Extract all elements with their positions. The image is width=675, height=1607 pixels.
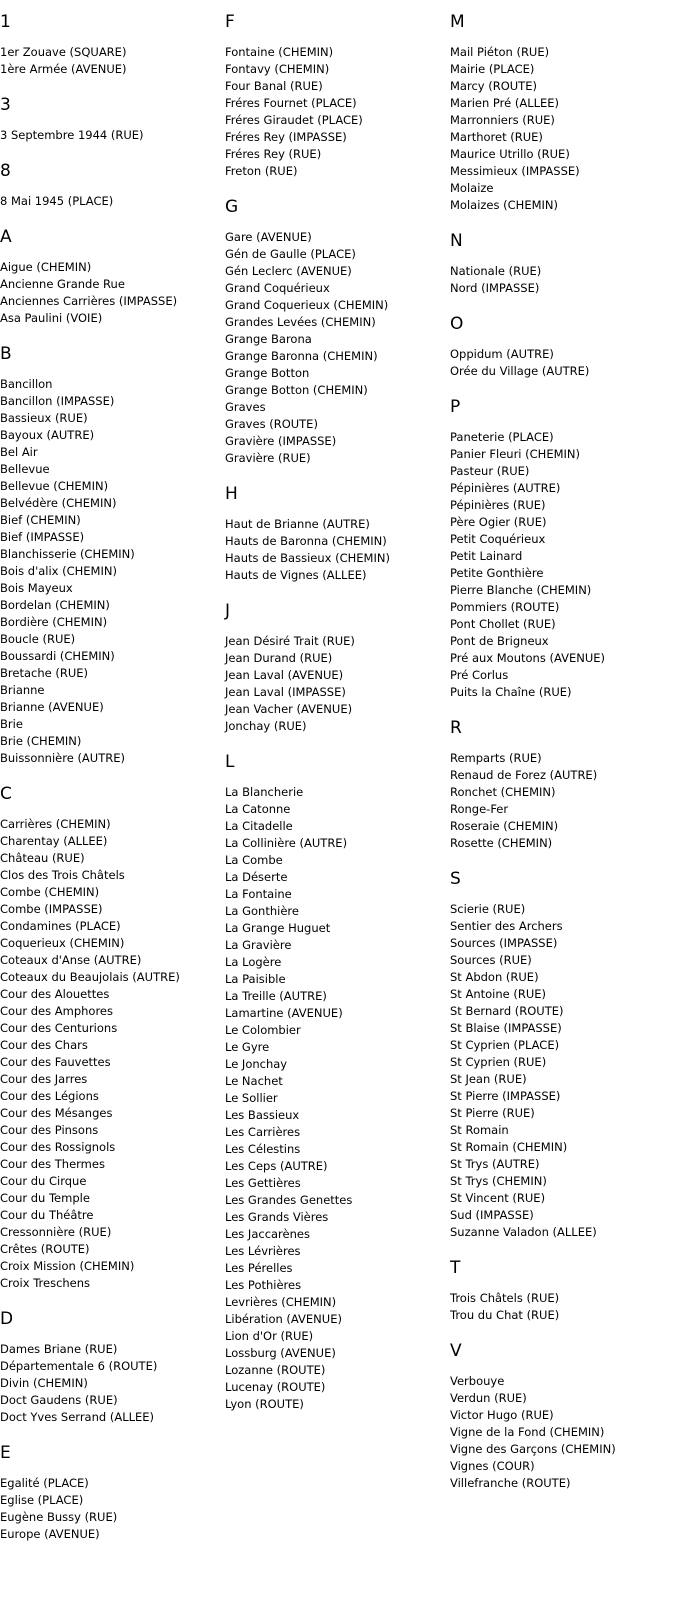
- street-item[interactable]: Coteaux du Beaujolais (AUTRE): [0, 970, 180, 984]
- street-item[interactable]: Marthoret (RUE): [450, 130, 543, 144]
- street-item[interactable]: Gén de Gaulle (PLACE): [225, 247, 356, 261]
- street-item[interactable]: Brianne (AVENUE): [0, 700, 104, 714]
- street-item[interactable]: Mail Piéton (RUE): [450, 45, 550, 59]
- street-list: [0, 816, 215, 1292]
- letter-heading: E: [0, 1443, 11, 1463]
- street-item[interactable]: Doct Yves Serrand (ALLEE): [0, 1410, 155, 1424]
- street-item[interactable]: Croix Treschens: [0, 1276, 91, 1290]
- street-item[interactable]: Carrières (CHEMIN): [0, 817, 111, 831]
- street-item[interactable]: Petit Lainard: [450, 549, 523, 563]
- street-item[interactable]: Gare (AVENUE): [225, 230, 312, 244]
- street-list: [225, 633, 440, 735]
- street-item[interactable]: Bordelan (CHEMIN): [0, 598, 110, 612]
- street-item[interactable]: Eugène Bussy (RUE): [0, 1510, 118, 1524]
- street-item[interactable]: Cour des Jarres: [0, 1072, 88, 1086]
- street-item[interactable]: Cour du Théâtre: [0, 1208, 94, 1222]
- street-item[interactable]: Pommiers (ROUTE): [450, 600, 560, 614]
- street-list: [450, 901, 675, 1241]
- letter-heading: O: [450, 314, 464, 334]
- street-item[interactable]: Jean Vacher (AVENUE): [225, 702, 353, 716]
- street-item[interactable]: Pépinières (RUE): [450, 498, 546, 512]
- street-item[interactable]: La Gravière: [225, 938, 292, 952]
- letter-heading: 1: [0, 12, 11, 32]
- street-item[interactable]: Puits la Chaîne (RUE): [450, 685, 572, 699]
- street-item[interactable]: Cour des Rossignols: [0, 1140, 116, 1154]
- letter-group: [0, 12, 215, 78]
- letter-heading: G: [225, 197, 239, 217]
- street-item[interactable]: Les Ceps (AUTRE): [225, 1159, 328, 1173]
- street-item[interactable]: La Combe: [225, 853, 283, 867]
- street-item[interactable]: Combe (CHEMIN): [0, 885, 100, 899]
- street-item[interactable]: Pont de Brigneux: [450, 634, 549, 648]
- street-item[interactable]: Mairie (PLACE): [450, 62, 535, 76]
- street-item[interactable]: Bel Air: [0, 445, 38, 459]
- letter-group: [450, 869, 675, 1241]
- street-item[interactable]: Molaize: [450, 181, 494, 195]
- street-item[interactable]: Trou du Chat (RUE): [450, 1308, 560, 1322]
- street-item[interactable]: Grand Coquérieux: [225, 281, 330, 295]
- street-item[interactable]: La Catonne: [225, 802, 291, 816]
- letter-group: [450, 1341, 675, 1492]
- letter-group: [450, 718, 675, 852]
- street-item[interactable]: Brie: [0, 717, 23, 731]
- street-item[interactable]: Europe (AVENUE): [0, 1527, 100, 1541]
- street-item[interactable]: Fontavy (CHEMIN): [225, 62, 330, 76]
- street-item[interactable]: Remparts (RUE): [450, 751, 542, 765]
- street-item[interactable]: Freton (RUE): [225, 164, 298, 178]
- street-item[interactable]: Renaud de Forez (AUTRE): [450, 768, 598, 782]
- street-item[interactable]: Le Colombier: [225, 1023, 301, 1037]
- street-item[interactable]: Cour des Mésanges: [0, 1106, 113, 1120]
- street-item[interactable]: Fréres Rey (IMPASSE): [225, 130, 347, 144]
- street-item[interactable]: Cour du Cirque: [0, 1174, 87, 1188]
- street-item[interactable]: Les Carrières: [225, 1125, 301, 1139]
- street-item[interactable]: Bief (IMPASSE): [0, 530, 85, 544]
- street-item[interactable]: Lossburg (AVENUE): [225, 1346, 336, 1360]
- street-item[interactable]: St Bernard (ROUTE): [450, 1004, 564, 1018]
- street-item[interactable]: 3 Septembre 1944 (RUE): [0, 128, 144, 142]
- letter-group: [0, 344, 215, 767]
- street-item[interactable]: St Trys (CHEMIN): [450, 1174, 547, 1188]
- street-item[interactable]: Villefranche (ROUTE): [450, 1476, 571, 1490]
- street-item[interactable]: Bassieux (RUE): [0, 411, 88, 425]
- street-item[interactable]: Asa Paulini (VOIE): [0, 311, 103, 325]
- street-list: [0, 259, 215, 327]
- street-item[interactable]: La Citadelle: [225, 819, 293, 833]
- street-item[interactable]: Grange Botton (CHEMIN): [225, 383, 368, 397]
- street-item[interactable]: Nord (IMPASSE): [450, 281, 540, 295]
- street-item[interactable]: Blanchisserie (CHEMIN): [0, 547, 135, 561]
- street-item[interactable]: Victor Hugo (RUE): [450, 1408, 554, 1422]
- street-item[interactable]: Bayoux (AUTRE): [0, 428, 95, 442]
- street-item[interactable]: Buissonnière (AUTRE): [0, 751, 125, 765]
- street-item[interactable]: Aigue (CHEMIN): [0, 260, 92, 274]
- street-item[interactable]: Pont Chollet (RUE): [450, 617, 556, 631]
- letter-heading: V: [450, 1341, 462, 1361]
- street-item[interactable]: Hauts de Baronna (CHEMIN): [225, 534, 387, 548]
- street-item[interactable]: St Cyprien (PLACE): [450, 1038, 560, 1052]
- street-item[interactable]: Gravière (IMPASSE): [225, 434, 337, 448]
- street-item[interactable]: Vigne des Garçons (CHEMIN): [450, 1442, 616, 1456]
- street-item[interactable]: Le Sollier: [225, 1091, 278, 1105]
- letter-heading: 8: [0, 161, 11, 181]
- street-item[interactable]: Messimieux (IMPASSE): [450, 164, 580, 178]
- column-1: [0, 12, 215, 1560]
- street-item[interactable]: La Collinière (AUTRE): [225, 836, 348, 850]
- street-item[interactable]: St Pierre (RUE): [450, 1106, 535, 1120]
- street-item[interactable]: Roseraie (CHEMIN): [450, 819, 559, 833]
- street-item[interactable]: St Pierre (IMPASSE): [450, 1089, 561, 1103]
- street-item[interactable]: Ronge-Fer: [450, 802, 509, 816]
- street-item[interactable]: Bellevue (CHEMIN): [0, 479, 109, 493]
- street-item[interactable]: Ronchet (CHEMIN): [450, 785, 556, 799]
- street-item[interactable]: 1ère Armée (AVENUE): [0, 62, 127, 76]
- street-item[interactable]: La Blancherie: [225, 785, 304, 799]
- street-item[interactable]: Les Célestins: [225, 1142, 301, 1156]
- street-item[interactable]: La Logère: [225, 955, 282, 969]
- street-item[interactable]: Les Jaccarènes: [225, 1227, 310, 1241]
- street-item[interactable]: Coteaux d'Anse (AUTRE): [0, 953, 142, 967]
- letter-group: [450, 397, 675, 701]
- street-item[interactable]: Verdun (RUE): [450, 1391, 527, 1405]
- street-item[interactable]: Fréres Rey (RUE): [225, 147, 322, 161]
- letter-group: [0, 95, 215, 144]
- street-item[interactable]: 8 Mai 1945 (PLACE): [0, 194, 114, 208]
- street-item[interactable]: La Paisible: [225, 972, 286, 986]
- street-item[interactable]: Le Jonchay: [225, 1057, 288, 1071]
- street-item[interactable]: St Abdon (RUE): [450, 970, 539, 984]
- letter-heading: C: [0, 784, 12, 804]
- street-list: [0, 376, 215, 767]
- letter-group: [225, 601, 440, 735]
- street-list: [225, 229, 440, 467]
- street-item[interactable]: Fréres Giraudet (PLACE): [225, 113, 363, 127]
- column-2: [225, 12, 440, 1430]
- street-item[interactable]: Pré aux Moutons (AVENUE): [450, 651, 605, 665]
- letter-heading: B: [0, 344, 12, 364]
- street-item[interactable]: Bancillon (IMPASSE): [0, 394, 115, 408]
- street-list: [225, 44, 440, 180]
- street-item[interactable]: Marien Pré (ALLEE): [450, 96, 560, 110]
- street-item[interactable]: Gén Leclerc (AVENUE): [225, 264, 352, 278]
- street-list: [0, 193, 215, 210]
- street-list: [0, 1475, 215, 1543]
- street-item[interactable]: Paneterie (PLACE): [450, 430, 554, 444]
- street-list: [450, 750, 675, 852]
- street-item[interactable]: Marronniers (RUE): [450, 113, 555, 127]
- street-item[interactable]: La Treille (AUTRE): [225, 989, 327, 1003]
- letter-group: [225, 484, 440, 584]
- street-item[interactable]: La Fontaine: [225, 887, 292, 901]
- street-item[interactable]: Les Lévrières: [225, 1244, 301, 1258]
- street-item[interactable]: Marcy (ROUTE): [450, 79, 537, 93]
- street-list: [225, 784, 440, 1413]
- street-item[interactable]: Pasteur (RUE): [450, 464, 530, 478]
- street-item[interactable]: Trois Châtels (RUE): [450, 1291, 560, 1305]
- street-item[interactable]: Ancienne Grande Rue: [0, 277, 125, 291]
- street-item[interactable]: Bellevue: [0, 462, 50, 476]
- street-item[interactable]: St Romain: [450, 1123, 509, 1137]
- street-item[interactable]: Pierre Blanche (CHEMIN): [450, 583, 592, 597]
- street-item[interactable]: Scierie (RUE): [450, 902, 526, 916]
- street-item[interactable]: Les Grandes Genettes: [225, 1193, 353, 1207]
- street-item[interactable]: Bordière (CHEMIN): [0, 615, 108, 629]
- street-item[interactable]: Jean Désiré Trait (RUE): [225, 634, 355, 648]
- street-item[interactable]: Nationale (RUE): [450, 264, 542, 278]
- street-item[interactable]: Vignes (COUR): [450, 1459, 535, 1473]
- street-item[interactable]: Les Grands Vières: [225, 1210, 329, 1224]
- street-item[interactable]: Jean Durand (RUE): [225, 651, 333, 665]
- street-item[interactable]: Cour des Légions: [0, 1089, 99, 1103]
- street-item[interactable]: Sud (IMPASSE): [450, 1208, 534, 1222]
- street-item[interactable]: Grange Baronna (CHEMIN): [225, 349, 378, 363]
- street-item[interactable]: Cour des Pinsons: [0, 1123, 99, 1137]
- letter-heading: S: [450, 869, 461, 889]
- street-item[interactable]: Graves (ROUTE): [225, 417, 318, 431]
- street-item[interactable]: Cour des Thermes: [0, 1157, 105, 1171]
- street-item[interactable]: La Grange Huguet: [225, 921, 331, 935]
- street-item[interactable]: Cour du Temple: [0, 1191, 90, 1205]
- street-item[interactable]: Pépinières (AUTRE): [450, 481, 561, 495]
- street-item[interactable]: Le Gyre: [225, 1040, 270, 1054]
- street-item[interactable]: 1er Zouave (SQUARE): [0, 45, 127, 59]
- street-item[interactable]: Sentier des Archers: [450, 919, 563, 933]
- street-item[interactable]: Les Bassieux: [225, 1108, 300, 1122]
- street-item[interactable]: Lozanne (ROUTE): [225, 1363, 326, 1377]
- street-item[interactable]: Dames Briane (RUE): [0, 1342, 118, 1356]
- street-list: [450, 346, 675, 380]
- street-item[interactable]: Pré Corlus: [450, 668, 509, 682]
- street-item[interactable]: Grandes Levées (CHEMIN): [225, 315, 376, 329]
- street-item[interactable]: Suzanne Valadon (ALLEE): [450, 1225, 597, 1239]
- street-item[interactable]: Cour des Alouettes: [0, 987, 110, 1001]
- street-list: [450, 1373, 675, 1492]
- street-item[interactable]: Cour des Chars: [0, 1038, 88, 1052]
- street-item[interactable]: St Vincent (RUE): [450, 1191, 546, 1205]
- street-item[interactable]: Grand Coquerieux (CHEMIN): [225, 298, 389, 312]
- street-list: [0, 127, 215, 144]
- street-item[interactable]: Clos des Trois Châtels: [0, 868, 125, 882]
- street-item[interactable]: Château (RUE): [0, 851, 85, 865]
- street-item[interactable]: Père Ogier (RUE): [450, 515, 547, 529]
- street-item[interactable]: Jean Laval (AVENUE): [225, 668, 344, 682]
- letter-group: [450, 314, 675, 380]
- letter-group: [0, 161, 215, 210]
- letter-group: [0, 1443, 215, 1543]
- street-item[interactable]: Croix Mission (CHEMIN): [0, 1259, 135, 1273]
- street-item[interactable]: Fontaine (CHEMIN): [225, 45, 334, 59]
- street-item[interactable]: Cressonnière (RUE): [0, 1225, 112, 1239]
- letter-group: [0, 227, 215, 327]
- street-item[interactable]: Brianne: [0, 683, 45, 697]
- street-item[interactable]: Charentay (ALLEE): [0, 834, 108, 848]
- letter-heading: T: [450, 1258, 461, 1278]
- street-list: [225, 516, 440, 584]
- street-item[interactable]: Combe (IMPASSE): [0, 902, 103, 916]
- street-item[interactable]: Belvédère (CHEMIN): [0, 496, 117, 510]
- street-item[interactable]: Libération (AVENUE): [225, 1312, 342, 1326]
- street-item[interactable]: Sources (RUE): [450, 953, 532, 967]
- street-item[interactable]: Jean Laval (IMPASSE): [225, 685, 346, 699]
- street-item[interactable]: Lucenay (ROUTE): [225, 1380, 326, 1394]
- street-list: [450, 1290, 675, 1324]
- street-item[interactable]: Coquerieux (CHEMIN): [0, 936, 125, 950]
- street-item[interactable]: Orée du Village (AUTRE): [450, 364, 590, 378]
- street-item[interactable]: Molaizes (CHEMIN): [450, 198, 558, 212]
- street-item[interactable]: La Déserte: [225, 870, 288, 884]
- street-item[interactable]: Eglise (PLACE): [0, 1493, 84, 1507]
- street-item[interactable]: Sources (IMPASSE): [450, 936, 558, 950]
- letter-heading: A: [0, 227, 12, 247]
- street-item[interactable]: Haut de Brianne (AUTRE): [225, 517, 370, 531]
- street-item[interactable]: Bois Mayeux: [0, 581, 73, 595]
- street-item[interactable]: Petite Gonthière: [450, 566, 544, 580]
- street-item[interactable]: Hauts de Bassieux (CHEMIN): [225, 551, 390, 565]
- letter-heading: P: [450, 397, 461, 417]
- street-item[interactable]: Cour des Amphores: [0, 1004, 113, 1018]
- street-item[interactable]: Fréres Fournet (PLACE): [225, 96, 357, 110]
- street-item[interactable]: Le Nachet: [225, 1074, 283, 1088]
- street-item[interactable]: Gravière (RUE): [225, 451, 311, 465]
- street-list: [0, 44, 215, 78]
- street-list: [450, 429, 675, 701]
- street-item[interactable]: Doct Gaudens (RUE): [0, 1393, 118, 1407]
- street-item[interactable]: Boucle (RUE): [0, 632, 76, 646]
- street-item[interactable]: Verbouye: [450, 1374, 505, 1388]
- street-item[interactable]: Les Gettières: [225, 1176, 301, 1190]
- street-item[interactable]: St Trys (AUTRE): [450, 1157, 540, 1171]
- street-item[interactable]: La Gonthière: [225, 904, 299, 918]
- street-item[interactable]: Jonchay (RUE): [225, 719, 307, 733]
- street-item[interactable]: St Romain (CHEMIN): [450, 1140, 568, 1154]
- street-item[interactable]: Anciennes Carrières (IMPASSE): [0, 294, 178, 308]
- letter-heading: F: [225, 12, 235, 32]
- street-item[interactable]: Crêtes (ROUTE): [0, 1242, 90, 1256]
- street-item[interactable]: Rosette (CHEMIN): [450, 836, 553, 850]
- street-item[interactable]: Départementale 6 (ROUTE): [0, 1359, 158, 1373]
- street-item[interactable]: Levrières (CHEMIN): [225, 1295, 337, 1309]
- letter-heading: N: [450, 231, 463, 251]
- letter-heading: H: [225, 484, 238, 504]
- letter-heading: R: [450, 718, 462, 738]
- street-list: [450, 44, 675, 214]
- street-item[interactable]: Boussardi (CHEMIN): [0, 649, 115, 663]
- street-item[interactable]: Graves: [225, 400, 266, 414]
- street-item[interactable]: Cour des Fauvettes: [0, 1055, 111, 1069]
- street-item[interactable]: Lion d'Or (RUE): [225, 1329, 314, 1343]
- letter-group: [0, 784, 215, 1292]
- street-item[interactable]: Vigne de la Fond (CHEMIN): [450, 1425, 605, 1439]
- column-3: [450, 12, 675, 1509]
- street-item[interactable]: Oppidum (AUTRE): [450, 347, 554, 361]
- street-item[interactable]: Maurice Utrillo (RUE): [450, 147, 570, 161]
- letter-heading: D: [0, 1309, 14, 1329]
- letter-heading: L: [225, 752, 235, 772]
- letter-group: [225, 12, 440, 180]
- street-item[interactable]: Four Banal (RUE): [225, 79, 323, 93]
- letter-group: [225, 752, 440, 1413]
- letter-group: [450, 231, 675, 297]
- street-item[interactable]: Panier Fleuri (CHEMIN): [450, 447, 580, 461]
- street-item[interactable]: Lamartine (AVENUE): [225, 1006, 343, 1020]
- letter-group: [450, 12, 675, 214]
- street-list: [0, 1341, 215, 1426]
- street-item[interactable]: Egalité (PLACE): [0, 1476, 89, 1490]
- street-item[interactable]: Bancillon: [0, 377, 53, 391]
- street-item[interactable]: Hauts de Vignes (ALLEE): [225, 568, 367, 582]
- street-item[interactable]: Grange Botton: [225, 366, 310, 380]
- street-item[interactable]: Divin (CHEMIN): [0, 1376, 88, 1390]
- street-item[interactable]: Les Pothières: [225, 1278, 302, 1292]
- letter-group: [225, 197, 440, 467]
- street-item[interactable]: Grange Barona: [225, 332, 312, 346]
- letter-group: [450, 1258, 675, 1324]
- street-item[interactable]: Petit Coquérieux: [450, 532, 546, 546]
- street-item[interactable]: Bief (CHEMIN): [0, 513, 81, 527]
- letter-heading: 3: [0, 95, 11, 115]
- street-item[interactable]: Brie (CHEMIN): [0, 734, 82, 748]
- street-item[interactable]: Condamines (PLACE): [0, 919, 121, 933]
- street-item[interactable]: Bretache (RUE): [0, 666, 88, 680]
- street-item[interactable]: St Antoine (RUE): [450, 987, 547, 1001]
- letter-heading: M: [450, 12, 465, 32]
- street-item[interactable]: Lyon (ROUTE): [225, 1397, 304, 1411]
- street-item[interactable]: Cour des Centurions: [0, 1021, 118, 1035]
- street-item[interactable]: St Jean (RUE): [450, 1072, 527, 1086]
- street-item[interactable]: St Blaise (IMPASSE): [450, 1021, 562, 1035]
- street-item[interactable]: Bois d'alix (CHEMIN): [0, 564, 117, 578]
- street-list: [450, 263, 675, 297]
- street-item[interactable]: St Cyprien (RUE): [450, 1055, 547, 1069]
- letter-group: [0, 1309, 215, 1426]
- letter-heading: J: [225, 601, 231, 621]
- street-item[interactable]: Les Pérelles: [225, 1261, 293, 1275]
